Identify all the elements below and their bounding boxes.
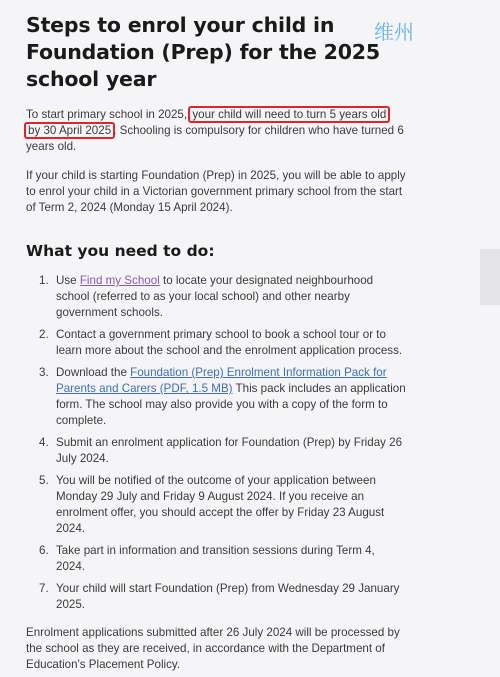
step-number: 6. bbox=[39, 544, 49, 557]
step-text: You will be notified of the outcome of your application between Monday 29 July and Friday 9 August 2024. If you receive an enrolment offer, you should accept the offer by Friday 23 August 2024. bbox=[56, 474, 385, 535]
step-text: This pack includes an application form. The school may also provide you with a copy of the form to complete. bbox=[56, 382, 406, 427]
watermark-text: 维州 bbox=[374, 20, 414, 44]
page-title: Steps to enrol your child in Foundation (Prep) for the 2025 school year bbox=[26, 13, 380, 91]
find-my-school-link[interactable]: Find my School bbox=[79, 274, 160, 287]
step-text: Your child will start Foundation (Prep) from Wednesday 29 January 2025. bbox=[56, 582, 400, 611]
step-number: 1. bbox=[39, 274, 49, 287]
step-number: 2. bbox=[39, 328, 49, 341]
intro-text-after: . Schooling is compulsory for children who have turned 6 years old. bbox=[26, 124, 404, 153]
step-text: Submit an enrolment application for Foundation (Prep) by Friday 26 July 2024. bbox=[56, 436, 403, 465]
step-number: 3. bbox=[39, 366, 49, 379]
list-item bbox=[26, 327, 406, 359]
intro-paragraph bbox=[26, 107, 406, 155]
step-text: Contact a government primary school to book a school tour or to learn more about the school and the enrolment application process. bbox=[56, 328, 403, 357]
highlight-date: by 30 April 2025 bbox=[24, 122, 115, 139]
article bbox=[26, 0, 406, 673]
start-info-paragraph: If your child is starting Foundation (Prep) in 2025, you will be able to apply to enrol your child in a Victorian government primary school from the start of Term 2, 2024 (Monday 15 April 2024). bbox=[26, 169, 406, 214]
steps-list bbox=[26, 273, 406, 613]
step-text: to locate your designated neighbourhood school (referred to as your local school) and other nearby government schools. bbox=[56, 274, 374, 319]
step-number: 5. bbox=[39, 474, 49, 487]
step-number: 4. bbox=[39, 436, 49, 449]
step-number: 7. bbox=[39, 582, 49, 595]
list-item bbox=[26, 273, 406, 321]
list-item bbox=[26, 435, 406, 467]
section-heading: What you need to do: bbox=[26, 242, 215, 260]
step-text: Use bbox=[56, 274, 80, 287]
enrolment-pack-link[interactable]: Foundation (Prep) Enrolment Information Pack for Parents and Carers (PDF, 1.5 MB) bbox=[56, 366, 387, 395]
list-item bbox=[26, 543, 406, 575]
step-text: Take part in information and transition sessions during Term 4, 2024. bbox=[56, 544, 375, 573]
intro-text-before: To start primary school in 2025, bbox=[26, 108, 191, 121]
highlight-age-requirement: your child will need to turn 5 years old bbox=[188, 106, 390, 123]
list-item bbox=[26, 581, 406, 613]
list-item bbox=[26, 473, 406, 537]
late-applications-paragraph: Enrolment applications submitted after 26 July 2024 will be processed by the school as they are received, in accordance with the Department of Education's Placement Policy. bbox=[26, 626, 400, 671]
side-tab[interactable] bbox=[480, 249, 500, 305]
step-text: Download the bbox=[56, 366, 131, 379]
list-item bbox=[26, 365, 406, 429]
